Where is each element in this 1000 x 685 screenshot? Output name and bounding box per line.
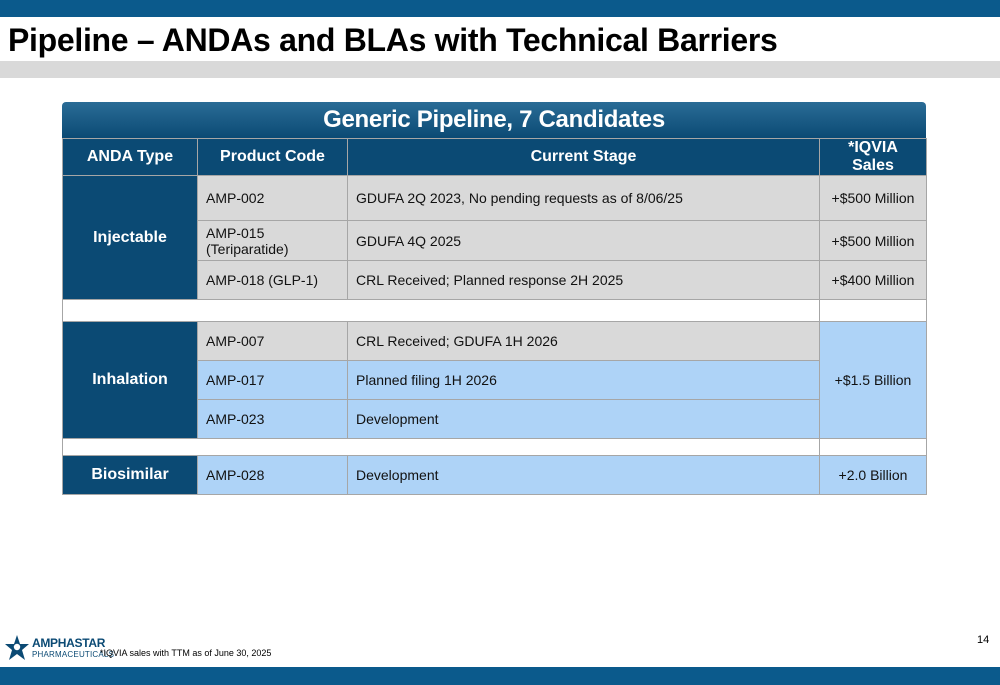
table-row (63, 322, 927, 361)
product-code-cell: AMP-023 (198, 400, 348, 439)
stage-cell: Development (348, 456, 820, 495)
pipeline-table (62, 138, 927, 495)
table-row (63, 456, 927, 495)
stage-cell: GDUFA 2Q 2023, No pending requests as of 8/06/25 (348, 176, 820, 221)
logo-wordmark: AMPHASTAR (32, 636, 106, 650)
stage-cell: CRL Received; Planned response 2H 2025 (348, 261, 820, 300)
title-underline-band (0, 61, 1000, 78)
bottom-accent-bar (0, 667, 1000, 685)
header-current-stage: Current Stage (348, 139, 820, 176)
product-code-cell: AMP-007 (198, 322, 348, 361)
logo-subtitle: PHARMACEUTICALS (32, 650, 115, 659)
sales-cell: +$1.5 Billion (820, 322, 927, 439)
product-code-cell: AMP-002 (198, 176, 348, 221)
stage-cell: Development (348, 400, 820, 439)
star-figure-icon (4, 634, 30, 662)
category-biosimilar: Biosimilar (63, 456, 198, 495)
amphastar-logo (4, 632, 115, 664)
page-number: 14 (977, 634, 990, 646)
table-row (63, 176, 927, 221)
stage-cell: GDUFA 4Q 2025 (348, 221, 820, 261)
sales-cell: +$400 Million (820, 261, 927, 300)
header-anda-type: ANDA Type (63, 139, 198, 176)
footnote: *IQVIA sales with TTM as of June 30, 2025 (100, 648, 272, 658)
spacer-row (63, 439, 927, 456)
product-code-cell: AMP-017 (198, 361, 348, 400)
pipeline-table-container (62, 102, 926, 495)
category-injectable: Injectable (63, 176, 198, 300)
top-accent-bar (0, 0, 1000, 17)
table-header-row (63, 139, 927, 176)
header-iqvia-sales: *IQVIA Sales (820, 139, 927, 176)
sales-cell: +2.0 Billion (820, 456, 927, 495)
stage-cell: Planned filing 1H 2026 (348, 361, 820, 400)
header-product-code: Product Code (198, 139, 348, 176)
sales-cell: +$500 Million (820, 176, 927, 221)
table-banner: Generic Pipeline, 7 Candidates (62, 102, 926, 138)
product-code-cell: AMP-028 (198, 456, 348, 495)
stage-cell: CRL Received; GDUFA 1H 2026 (348, 322, 820, 361)
product-code-cell: AMP-015 (Teriparatide) (198, 221, 348, 261)
spacer-row (63, 300, 927, 322)
page-title: Pipeline – ANDAs and BLAs with Technical Barriers (8, 22, 778, 58)
product-code-cell: AMP-018 (GLP-1) (198, 261, 348, 300)
sales-cell: +$500 Million (820, 221, 927, 261)
category-inhalation: Inhalation (63, 322, 198, 439)
